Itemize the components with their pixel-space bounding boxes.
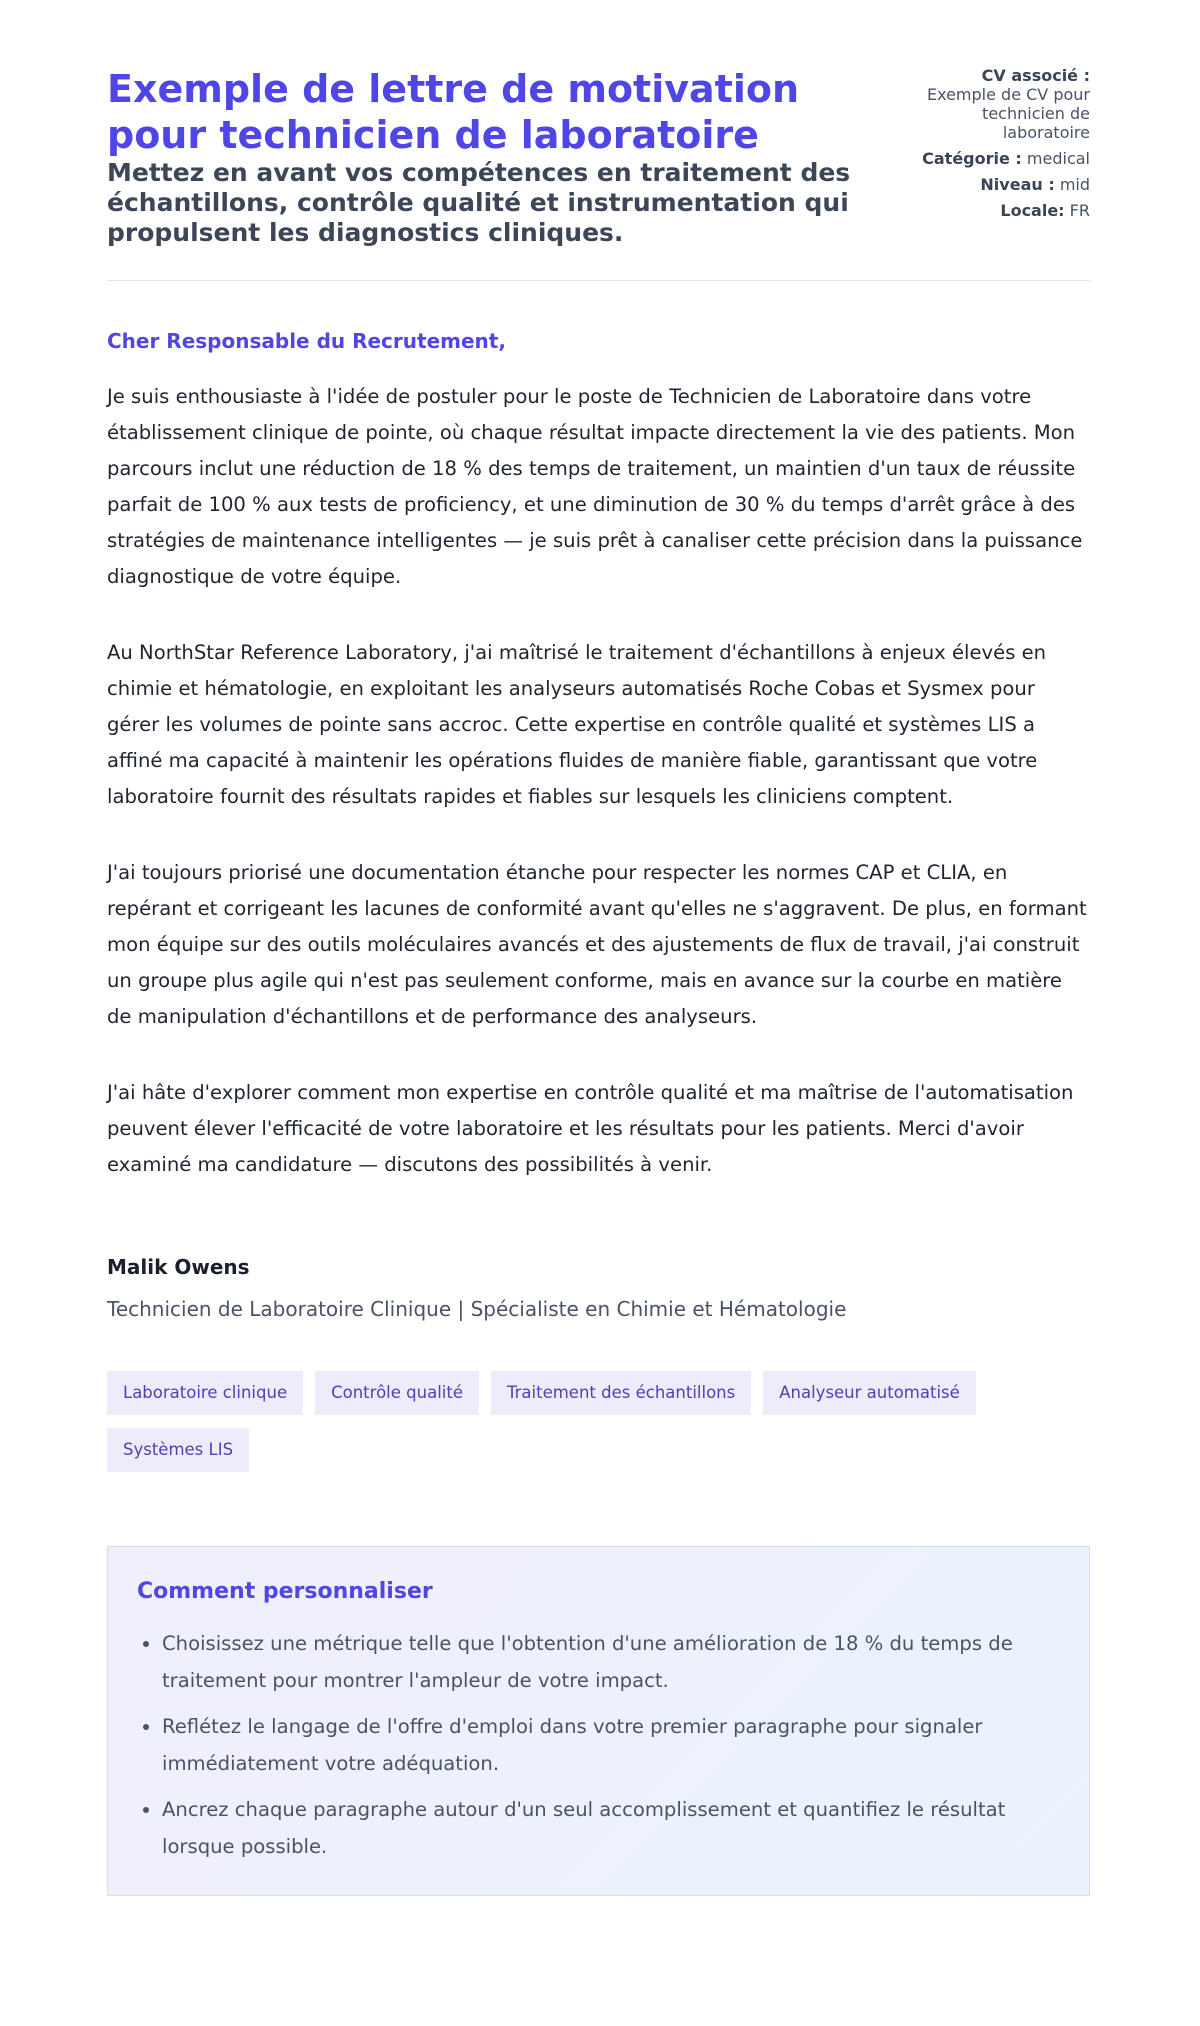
skill-tags <box>107 1371 1090 1472</box>
meta-category <box>900 149 1090 168</box>
letter-paragraph: J'ai hâte d'explorer comment mon expertise en contrôle qualité et ma maîtrise de l'automatisation peuvent élever l'efficacité de votre laboratoire et les résultats pour les patients. Merci d'avoir examiné ma candidature — discutons des possibilités à venir. <box>107 1081 1074 1176</box>
skill-tag: Contrôle qualité <box>315 1371 479 1415</box>
meta-level-label: Niveau : <box>980 175 1055 194</box>
letter-paragraph: J'ai toujours priorisé une documentation étanche pour respecter les normes CAP et CLIA, en repérant et corrigeant les lacunes de conformité avant qu'elles ne s'aggravent. De plus, en formant mon équipe sur des outils moléculaires avancés et des ajustements de flux de travail, j'ai construit un groupe plus agile qui n'est pas seulement conforme, mais en avance sur la courbe en matière de manipulation d'échantillons et de performance des analyseurs. <box>107 861 1087 1028</box>
letter-paragraph: Au NorthStar Reference Laboratory, j'ai maîtrisé le traitement d'échantillons à enjeux élevés en chimie et hématologie, en exploitant les analyseurs automatisés Roche Cobas et Sysmex pour gérer les volumes de pointe sans accroc. Cette expertise en contrôle qualité et systèmes LIS a affiné ma capacité à maintenir les opérations fluides de manière fiable, garantissant que votre laboratoire fournit des résultats rapides et fiables sur lesquels les cliniciens comptent. <box>107 641 1047 808</box>
meta-cv-value[interactable]: Exemple de CV pour technicien de laboratoire <box>927 85 1090 142</box>
skill-tag: Systèmes LIS <box>107 1428 249 1472</box>
page-title: Exemple de lettre de motivation pour technicien de laboratoire <box>107 67 799 157</box>
meta-category-label: Catégorie : <box>922 149 1022 168</box>
letter-paragraph: Je suis enthousiaste à l'idée de postuler pour le poste de Technicien de Laboratoire dans votre établissement clinique de pointe, où chaque résultat impacte directement la vie des patients. Mon parcours inclut une réduction de 18 % des temps de traitement, un maintien d'un taux de réussite parfait de 100 % aux tests de proficiency, et une diminution de 30 % du temps d'arrêt grâce à des stratégies de maintenance intelligentes — je suis prêt à canaliser cette précision dans la puissance diagnostique de votre équipe. <box>107 385 1083 588</box>
tip-item: • Reflétez le langage de l'offre d'emploi dans votre premier paragraphe pour signaler immédiatement votre adéquation. <box>162 1709 1061 1782</box>
meta-level <box>900 175 1090 194</box>
letter-greeting: Cher Responsable du Recrutement, <box>107 329 506 353</box>
meta-cv-label: CV associé : <box>981 66 1090 85</box>
meta-category-value: medical <box>1026 149 1090 168</box>
tip-item: • Choisissez une métrique telle que l'obtention d'une amélioration de 18 % du temps de traitement pour montrer l'ampleur de votre impact. <box>162 1626 1061 1699</box>
tip-item: • Ancrez chaque paragraphe autour d'un seul accomplissement et quantifiez le résultat lorsque possible. <box>162 1792 1061 1865</box>
skill-tag: Traitement des échantillons <box>491 1371 751 1415</box>
title-block <box>107 66 867 248</box>
header-divider <box>107 280 1090 281</box>
meta-cv <box>900 66 1090 142</box>
meta-panel <box>900 66 1090 227</box>
signature-name: Malik Owens <box>107 1255 250 1279</box>
cover-letter-page <box>107 66 1090 1896</box>
page-header <box>107 66 1090 248</box>
page-subtitle: Mettez en avant vos compétences en traitement des échantillons, contrôle qualité et instrumentation qui propulsent les diagnostics cliniques. <box>107 158 851 247</box>
meta-locale-value: FR <box>1069 201 1090 220</box>
tips-title: Comment personnaliser <box>137 1579 433 1604</box>
meta-level-value: mid <box>1059 175 1090 194</box>
tips-list <box>137 1626 1061 1865</box>
meta-locale <box>900 201 1090 220</box>
customization-tips-box <box>107 1546 1090 1896</box>
signature-title: Technicien de Laboratoire Clinique | Spécialiste en Chimie et Hématologie <box>107 1297 847 1321</box>
skill-tag: Analyseur automatisé <box>763 1371 976 1415</box>
meta-locale-label: Locale: <box>1000 201 1065 220</box>
skill-tag: Laboratoire clinique <box>107 1371 303 1415</box>
